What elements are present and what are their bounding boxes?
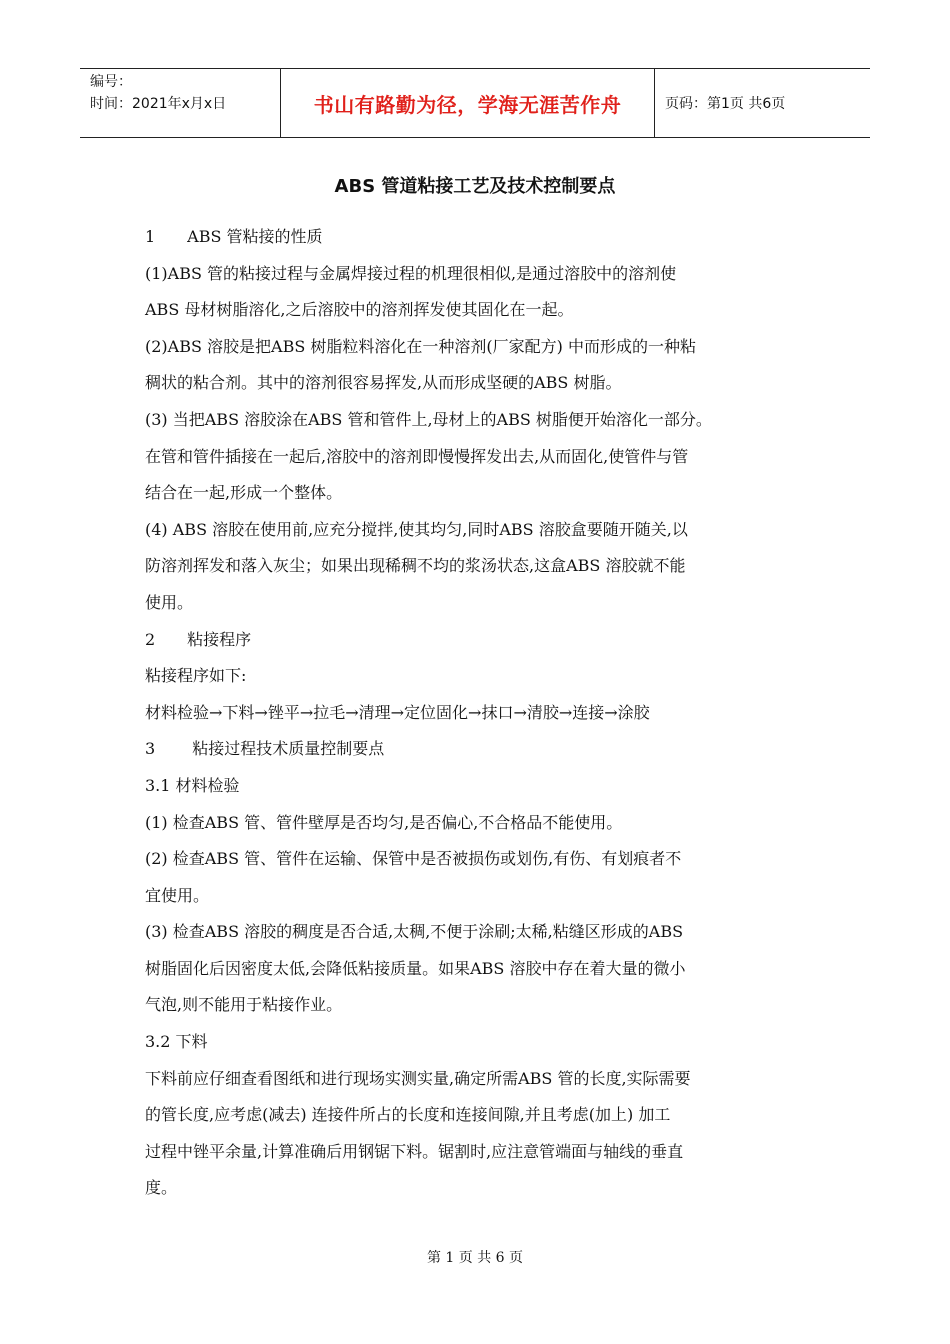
body-line: (2) 检查ABS 管、管件在运输、保管中是否被损伤或划伤,有伤、有划痕者不 <box>145 849 682 869</box>
body-line: (4) ABS 溶胶在使用前,应充分搅拌,使其均匀,同时ABS 溶胶盒要随开随关,以 <box>145 519 688 539</box>
body-line: 过程中锉平余量,计算准确后用钢锯下料。锯割时,应注意管端面与轴线的垂直 <box>145 1141 684 1161</box>
header-motto-cell <box>280 69 655 137</box>
body-line: (3) 当把ABS 溶胶涂在ABS 管和管件上,母材上的ABS 树脂便开始溶化一部分。 <box>145 409 712 429</box>
body-line: 3.2 下料 <box>145 1032 208 1052</box>
body-line: 材料检验→下料→锉平→拉毛→清理→定位固化→抹口→清胶→连接→涂胶 <box>145 702 650 722</box>
body-line: 结合在一起,形成一个整体。 <box>145 483 343 503</box>
body-line: 粘接程序如下: <box>145 666 247 686</box>
body-line: (1) 检查ABS 管、管件壁厚是否均匀,是否偏心,不合格品不能使用。 <box>145 812 623 832</box>
document-body <box>145 219 825 1207</box>
body-line: (2)ABS 溶胶是把ABS 树脂粒料溶化在一种溶剂(厂家配方) 中而形成的一种粘 <box>145 336 696 356</box>
body-line: 稠状的粘合剂。其中的溶剂很容易挥发,从而形成坚硬的ABS 树脂。 <box>145 373 622 393</box>
number-label: 编号： <box>90 74 132 90</box>
body-line: 3.1 材料检验 <box>145 775 240 795</box>
body-line: 气泡,则不能用于粘接作业。 <box>145 995 343 1015</box>
body-line: 在管和管件插接在一起后,溶胶中的溶剂即慢慢挥发出去,从而固化,使管件与管 <box>145 446 689 466</box>
body-line: 树脂固化后因密度太低,会降低粘接质量。如果ABS 溶胶中存在着大量的微小 <box>145 958 686 978</box>
body-line: (3) 检查ABS 溶胶的稠度是否合适,太稠,不便于涂刷;太稀,粘缝区形成的ABS <box>145 922 684 942</box>
header-right-cell <box>655 69 870 137</box>
page-code: 页码：第1页 共6页 <box>665 96 786 112</box>
time-label: 时间：2021年x月x日 <box>90 96 227 112</box>
body-line: 防溶剂挥发和落入灰尘；如果出现稀稠不均的浆汤状态,这盒ABS 溶胶就不能 <box>145 556 686 576</box>
body-line: 2 粘接程序 <box>145 629 252 649</box>
header-left-cell <box>80 69 280 137</box>
header-table <box>80 68 870 138</box>
body-line: 1 ABS 管粘接的性质 <box>145 227 323 246</box>
document-title: ABS 管道粘接工艺及技术控制要点 <box>334 176 616 197</box>
body-line: 的管长度,应考虑(减去) 连接件所占的长度和连接间隙,并且考虑(加上) 加工 <box>145 1105 671 1125</box>
body-line: 使用。 <box>145 592 194 612</box>
page-footer: 第 1 页 共 6 页 <box>426 1250 524 1266</box>
body-line: 宜使用。 <box>145 885 210 905</box>
body-line: 度。 <box>145 1178 178 1198</box>
body-line: 3 粘接过程技术质量控制要点 <box>145 739 385 759</box>
body-line: 下料前应仔细查看图纸和进行现场实测实量,确定所需ABS 管的长度,实际需要 <box>145 1068 691 1088</box>
body-line: (1)ABS 管的粘接过程与金属焊接过程的机理很相似,是通过溶胶中的溶剂使 <box>145 263 677 283</box>
body-line: ABS 母材树脂溶化,之后溶胶中的溶剂挥发使其固化在一起。 <box>145 300 574 320</box>
motto-text: 书山有路勤为径，学海无涯苦作舟 <box>313 92 622 117</box>
